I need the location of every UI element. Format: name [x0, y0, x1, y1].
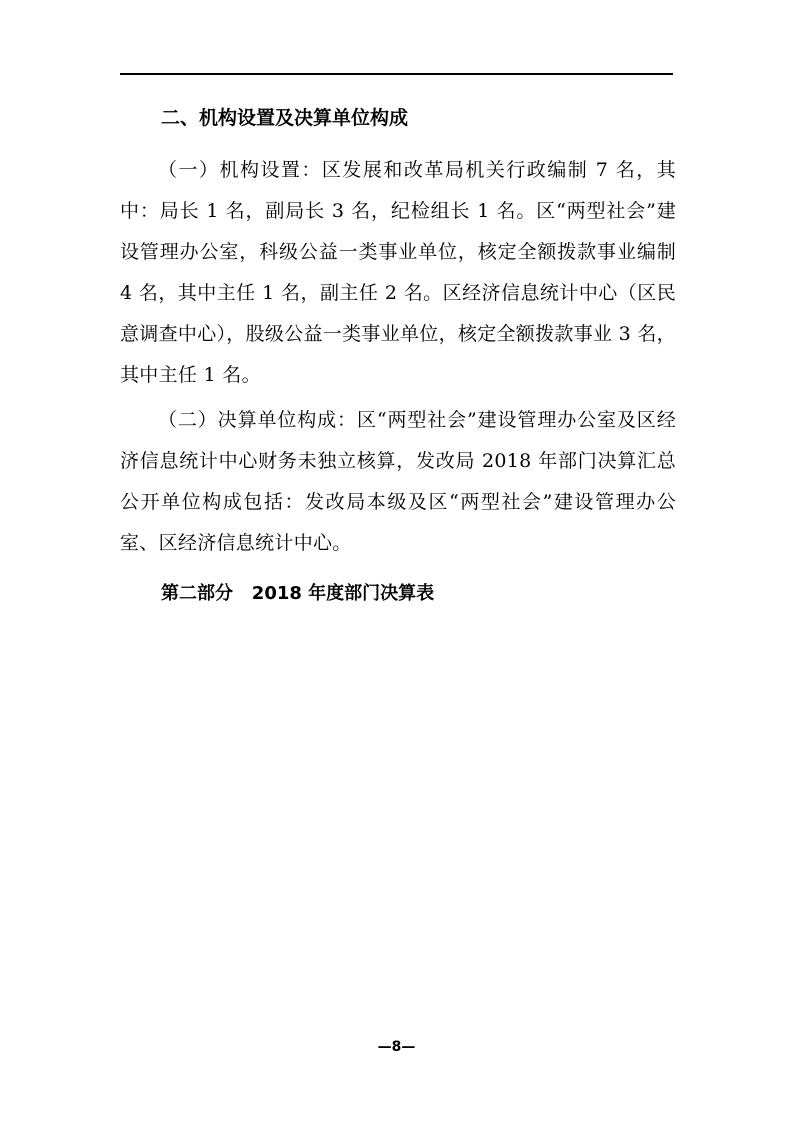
paragraph-budget-unit-composition: （二）决算单位构成：区“两型社会”建设管理办公室及区经济信息统计中心财务未独立核算，发改局 2018 年部门决算汇总公开单位构成包括：发改局本级及区“两型社会”建设管理办公室、区经济信息统计中心。 [120, 409, 676, 554]
section-heading: 二、机构设置及决算单位构成 [161, 107, 409, 129]
part-heading: 第二部分 2018 年度部门决算表 [161, 583, 435, 604]
page-number: —8— [377, 1039, 416, 1055]
paragraph-institution-setup: （一）机构设置：区发展和改革局机关行政编制 7 名，其中：局长 1 名，副局长 3 名，纪检组长 1 名。区“两型社会”建设管理办公室，科级公益一类事业单位，核定全额拨款事业编制 4 名，其中主任 1 名，副主任 2 名。区经济信息统计中心（区民意调查中心），股级公益一类事业单位，核定全额拨款事业 3 名，其中主任 1 名。 [120, 159, 676, 386]
header-rule [120, 73, 673, 75]
